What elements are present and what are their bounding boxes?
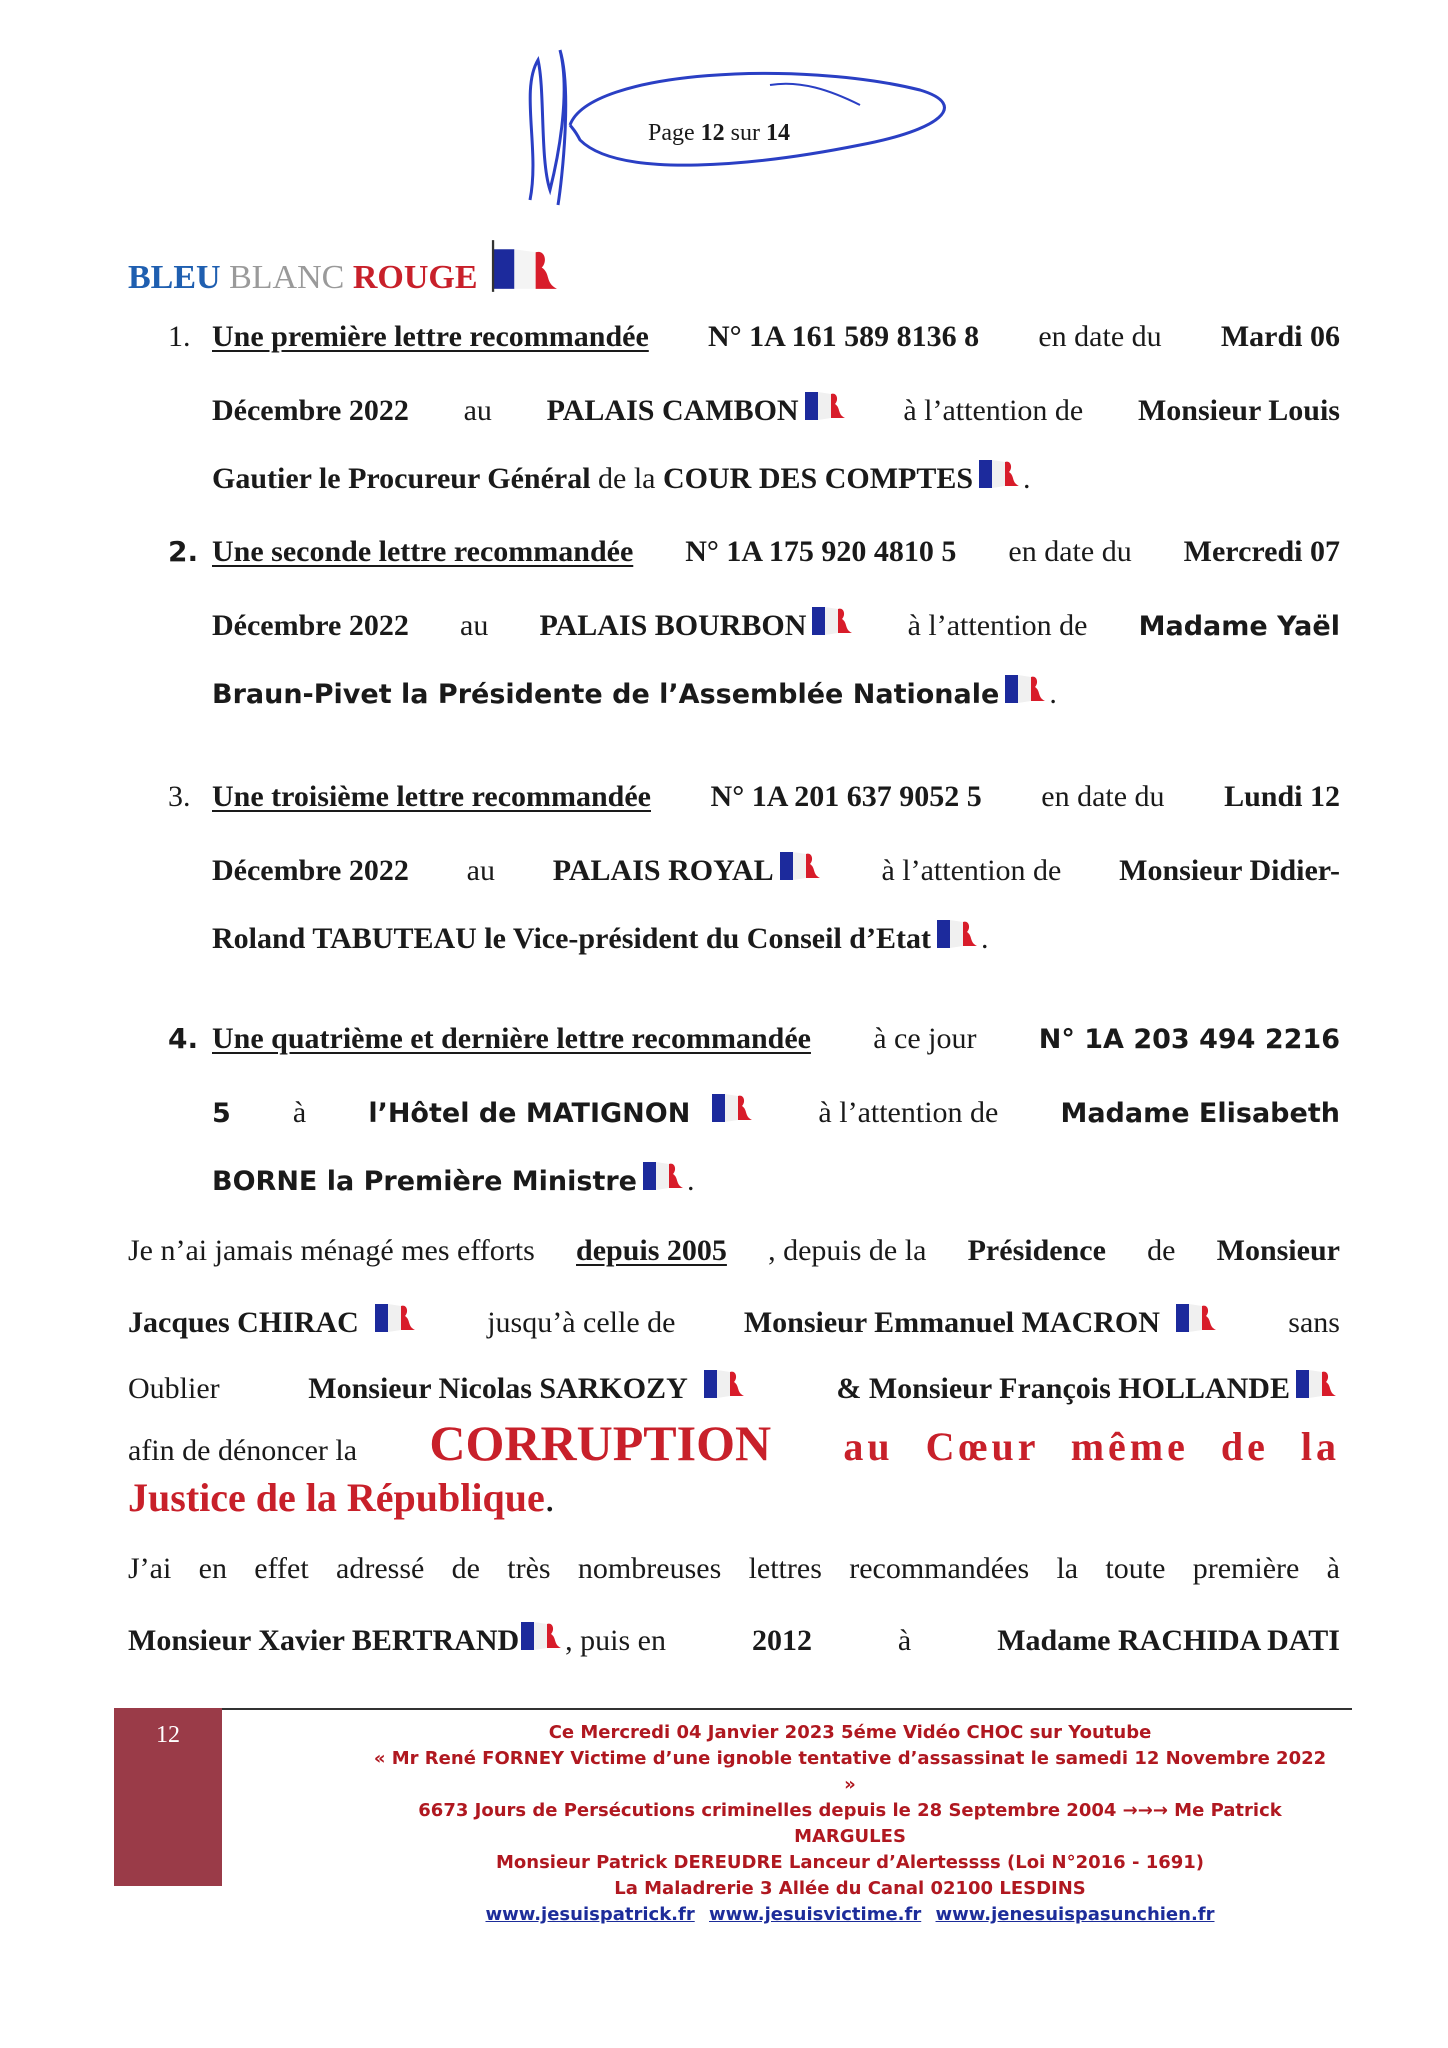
person-name: BORNE la Première Ministre: [212, 1166, 637, 1197]
person-name: Monsieur Louis: [1137, 394, 1340, 427]
palace-name: PALAIS BOURBON: [539, 609, 807, 642]
list-item: [168, 1022, 1340, 1202]
item-number: 2.: [168, 535, 199, 568]
registered-number: N° 1A 175 920 4810 5: [685, 535, 957, 568]
item-title: Une quatrième et dernière lettre recommandée: [212, 1022, 811, 1055]
page-sep: sur: [730, 120, 760, 146]
item-line-2: [212, 388, 1340, 428]
list-item: [168, 535, 1340, 715]
paragraph: [128, 1234, 1340, 1524]
page-current: 12: [700, 120, 725, 146]
palace-name: PALAIS ROYAL: [552, 854, 774, 887]
person-name: & Monsieur François HOLLANDE: [836, 1372, 1290, 1405]
french-flag-icon: [810, 603, 856, 637]
text: afin de dénoncer la: [128, 1434, 358, 1467]
french-flag-icon: [702, 1366, 748, 1400]
rouge-word: ROUGE: [352, 259, 478, 296]
highlight-text: depuis 2005: [576, 1234, 727, 1267]
registered-number: 5: [212, 1098, 231, 1129]
french-flag-icon: [803, 388, 849, 422]
person-name: Monsieur Nicolas SARKOZY: [308, 1372, 688, 1405]
person-name: Jacques CHIRAC: [128, 1306, 359, 1339]
paragraph-line: [128, 1618, 1340, 1658]
text: .: [544, 1475, 555, 1520]
text: en date du: [1008, 535, 1132, 568]
footer-divider: [222, 1708, 1352, 1710]
french-flag-icon: [977, 456, 1023, 490]
person-name: Braun-Pivet la Présidente de l’Assemblée Nationale: [212, 679, 1000, 710]
person-name: Madame Yaël: [1138, 611, 1340, 642]
highlight-text: Justice de la République: [128, 1475, 545, 1520]
item-line-2: [212, 603, 1340, 643]
page-total: 14: [766, 120, 790, 146]
french-flag-icon: [641, 1158, 687, 1192]
text: au: [460, 609, 489, 642]
date-text: Décembre 2022: [212, 394, 409, 427]
date-text: Mardi 06: [1220, 320, 1340, 353]
highlight-text: au Cœur même de la: [843, 1424, 1340, 1469]
page-label: Page: [648, 120, 695, 146]
text: en date du: [1038, 320, 1162, 353]
french-flag-icon: [373, 1300, 419, 1334]
item-line-2: [212, 848, 1340, 888]
date-text: Mercredi 07: [1183, 535, 1340, 568]
text: Monsieur: [1216, 1234, 1340, 1267]
text: à: [292, 1096, 307, 1129]
french-flag-icon: [1174, 1300, 1220, 1334]
text: sans: [1288, 1306, 1340, 1339]
text: , depuis de la: [768, 1234, 927, 1267]
bleu-word: BLEU: [128, 259, 221, 296]
paragraph: [128, 1552, 1340, 1692]
item-line-3: Roland TABUTEAU le Vice-président du Conseil d’Etat .: [212, 916, 1340, 956]
blanc-word: BLANC: [229, 259, 345, 296]
year-text: 2012: [751, 1624, 812, 1657]
text: Oublier: [128, 1372, 220, 1405]
footer-line: La Maladrerie 3 Allée du Canal 02100 LESDINS: [614, 1878, 1086, 1899]
item-line-2: [212, 1090, 1340, 1130]
item-line-3: BORNE la Première Ministre .: [212, 1158, 1340, 1198]
footer-link[interactable]: www.jesuisvictime.fr: [709, 1904, 922, 1925]
item-line-1: [212, 535, 1340, 569]
item-number: 4.: [168, 1022, 199, 1055]
organization-name: COUR DES COMPTES: [663, 462, 974, 495]
item-title: Une seconde lettre recommandée: [212, 535, 634, 568]
text: à l’attention de: [881, 854, 1062, 887]
item-number: 3.: [168, 780, 191, 813]
paragraph-line: [128, 1366, 1340, 1406]
registered-number: N° 1A 201 637 9052 5: [710, 780, 982, 813]
registered-number: N° 1A 161 589 8136 8: [707, 320, 980, 353]
registered-number: N° 1A 203 494 2216: [1038, 1024, 1340, 1055]
bleu-blanc-rouge-heading: [128, 236, 560, 297]
french-flag-icon: [1003, 671, 1049, 705]
date-text: Lundi 12: [1224, 780, 1340, 813]
item-title: Une première lettre recommandée: [212, 320, 649, 353]
person-name: Monsieur Xavier BERTRAND: [128, 1624, 520, 1657]
text: à l’attention de: [818, 1096, 999, 1129]
text: de la: [598, 462, 656, 495]
date-text: Décembre 2022: [212, 609, 409, 642]
item-number: 1.: [168, 320, 191, 353]
footer-line: Monsieur Patrick DEREUDRE Lanceur d’Alertessss (Loi N°2016 - 1691): [495, 1852, 1205, 1873]
list-item: [168, 780, 1340, 960]
item-line-1: [212, 1022, 1340, 1056]
person-name: Madame Elisabeth: [1060, 1098, 1340, 1129]
paragraph-line: J’ai en effet adressé de très nombreuses lettres recommandées la toute première à: [128, 1552, 1340, 1585]
palace-name: PALAIS CAMBON: [546, 394, 799, 427]
footer-line: Ce Mercredi 04 Janvier 2023 5éme Vidéo CHOC sur Youtube: [548, 1722, 1152, 1743]
page-indicator: [648, 120, 790, 147]
footer-text: [370, 1720, 1330, 1928]
paragraph-line: [128, 1414, 1340, 1472]
text: jusqu’à celle de: [487, 1306, 676, 1339]
text: Présidence: [967, 1234, 1106, 1267]
footer-line: 6673 Jours de Persécutions criminelles depuis le 28 Septembre 2004 →→→ Me Patrick MARGULES: [418, 1800, 1282, 1847]
text: à: [897, 1624, 912, 1657]
item-line-3: Gautier le Procureur Général de la COUR DES COMPTES .: [212, 456, 1340, 496]
paragraph-line: [128, 1300, 1340, 1340]
item-line-3: Braun-Pivet la Présidente de l’Assemblée Nationale .: [212, 671, 1340, 711]
item-line-1: [212, 320, 1340, 354]
list-item: [168, 320, 1340, 500]
text: à ce jour: [873, 1022, 977, 1055]
item-title: Une troisième lettre recommandée: [212, 780, 651, 813]
person-name: Roland TABUTEAU le Vice-président du Conseil d’Etat: [212, 922, 931, 955]
text: à l’attention de: [903, 394, 1084, 427]
paragraph-line: [128, 1234, 1340, 1268]
paragraph-line: [128, 1474, 1340, 1521]
footer-link[interactable]: www.jenesuispasunchien.fr: [935, 1904, 1215, 1925]
person-name: Madame RACHIDA DATI: [997, 1624, 1340, 1657]
text: en date du: [1041, 780, 1165, 813]
french-flag-icon: [519, 1618, 565, 1652]
text: Je n’ai jamais ménagé mes efforts: [128, 1234, 535, 1267]
corruption-text: CORRUPTION: [429, 1415, 772, 1471]
item-line-1: [212, 780, 1340, 814]
footer-links: [370, 1902, 1330, 1928]
french-flag-icon: [490, 236, 560, 296]
french-flag-icon: [935, 916, 981, 950]
text: de: [1147, 1234, 1176, 1267]
footer-line: « Mr René FORNEY Victime d’une ignoble tentative d’assassinat le samedi 12 Novembre 2022 »: [373, 1748, 1327, 1795]
text: au: [466, 854, 495, 887]
person-name: Monsieur Emmanuel MACRON: [743, 1306, 1160, 1339]
text: au: [463, 394, 492, 427]
text: , puis en: [565, 1624, 666, 1657]
text: à l’attention de: [907, 609, 1088, 642]
footer-link[interactable]: www.jesuispatrick.fr: [485, 1904, 695, 1925]
person-name: Gautier le Procureur Général: [212, 462, 591, 495]
palace-name: l’Hôtel de MATIGNON: [368, 1098, 691, 1129]
french-flag-icon: [778, 848, 824, 882]
footer-page-number: 12: [156, 1722, 180, 1748]
person-name: Monsieur Didier-: [1119, 854, 1340, 887]
french-flag-icon: [710, 1090, 756, 1124]
french-flag-icon: [1294, 1366, 1340, 1400]
date-text: Décembre 2022: [212, 854, 409, 887]
footer-page-box: [114, 1708, 222, 1886]
